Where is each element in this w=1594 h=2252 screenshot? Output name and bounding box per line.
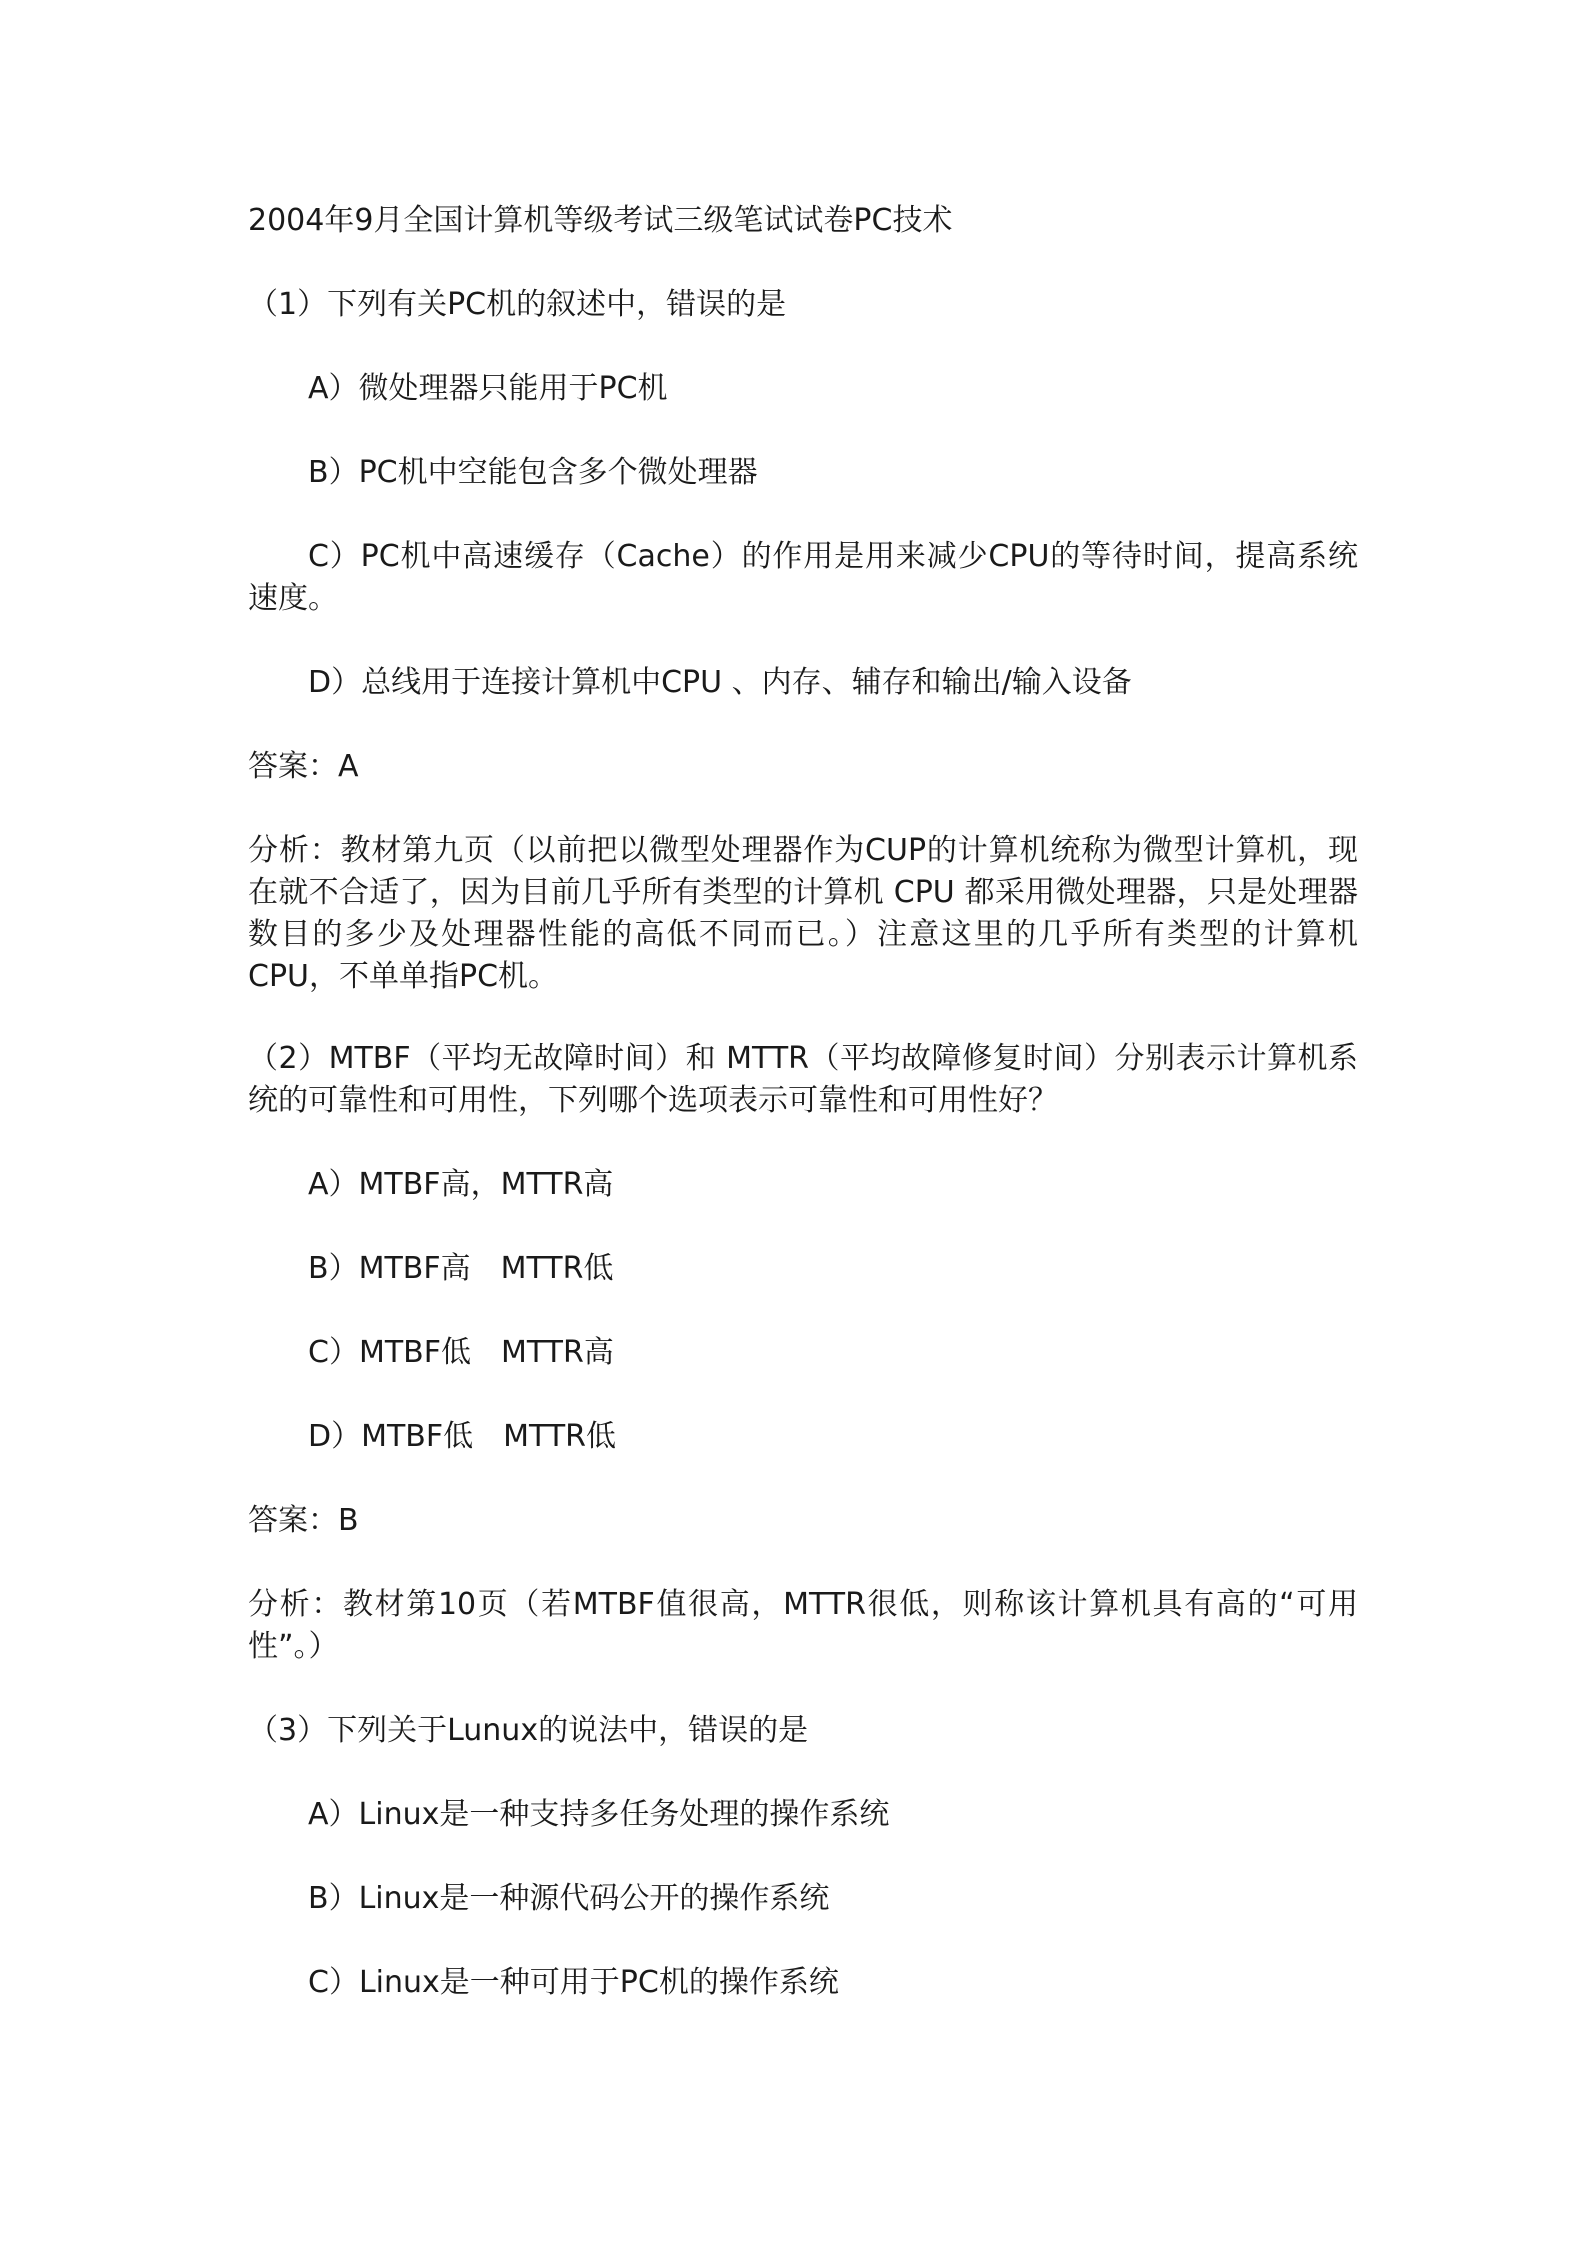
question-1-option-a: A）微处理器只能用于PC机	[308, 371, 668, 406]
question-1-answer: 答案：A	[248, 749, 359, 784]
question-2-option-b: B）MTBF高 MTTR低	[308, 1251, 614, 1286]
question-1-analysis: 分析：教材第九页（以前把以微型处理器作为CUP的计算机统称为微型计算机，现在就不合适了，因为目前几乎所有类型的计算机 CPU 都采用微处理器，只是处理器数目的多少及处理器性能的高低不同而已。）注意这里的几乎所有类型的计算机CPU，不单单指PC机。	[248, 833, 1358, 994]
question-2-stem: （2）MTBF（平均无故障时间）和 MTTR（平均故障修复时间）分别表示计算机系统的可靠性和可用性，下列哪个选项表示可靠性和可用性好？	[248, 1041, 1358, 1118]
question-1-option-d: D）总线用于连接计算机中CPU 、内存、辅存和输出/输入设备	[308, 665, 1132, 700]
question-3-stem: （3）下列关于Lunux的说法中，错误的是	[248, 1713, 809, 1748]
question-2-option-d: D）MTBF低 MTTR低	[308, 1419, 616, 1454]
question-2-option-a: A）MTBF高，MTTR高	[308, 1167, 614, 1202]
question-1-stem: （1）下列有关PC机的叙述中，错误的是	[248, 287, 787, 322]
question-1-option-c: C）PC机中高速缓存（Cache）的作用是用来减少CPU的等待时间，提高系统速度。	[248, 539, 1358, 616]
question-3-option-c: C）Linux是一种可用于PC机的操作系统	[308, 1965, 839, 2000]
question-2-answer: 答案：B	[248, 1503, 359, 1538]
question-3-option-a: A）Linux是一种支持多任务处理的操作系统	[308, 1797, 890, 1832]
document-title: 2004年9月全国计算机等级考试三级笔试试卷PC技术	[248, 203, 953, 238]
question-2-option-c: C）MTBF低 MTTR高	[308, 1335, 614, 1370]
question-2-analysis: 分析：教材第10页（若MTBF值很高，MTTR很低，则称该计算机具有高的“可用性”。）	[248, 1587, 1358, 1664]
question-1-option-b: B）PC机中空能包含多个微处理器	[308, 455, 758, 490]
question-3-option-b: B）Linux是一种源代码公开的操作系统	[308, 1881, 830, 1916]
